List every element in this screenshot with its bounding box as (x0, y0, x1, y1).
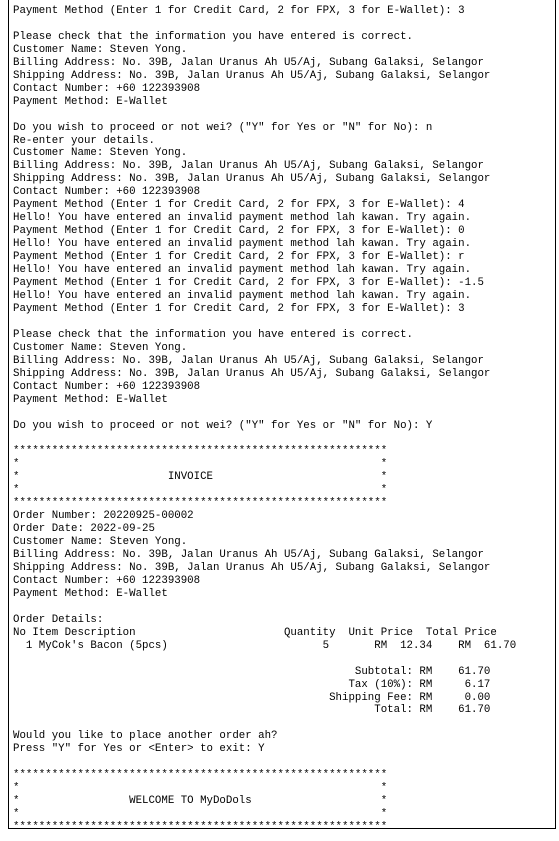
console-line: Do you wish to proceed or not wei? ("Y" for Yes or "N" for No): n (13, 121, 433, 134)
console-line: Please check that the information you have entered is correct. (13, 328, 413, 341)
console-line (13, 407, 516, 420)
console-line: Shipping Address: No. 39B, Jalan Uranus Ah U5/Aj, Subang Galaksi, Selangor (13, 173, 491, 186)
console-line (13, 653, 516, 666)
console-line: Customer Name: Steven Yong. (13, 536, 188, 549)
console-line: Payment Method: E-Wallet (13, 95, 168, 108)
console-line: Payment Method: E-Wallet (13, 393, 168, 406)
console-line: Payment Method (Enter 1 for Credit Card, 2 for FPX, 3 for E-Wallet): 0 (13, 225, 465, 238)
console-window[interactable] (8, 0, 556, 829)
console-line: Contact Number: +60 122393908 (13, 380, 201, 393)
console-line: Payment Method (Enter 1 for Credit Card, 2 for FPX, 3 for E-Wallet): 4 (13, 199, 465, 212)
console-line: Customer Name: Steven Yong. (13, 147, 188, 160)
console-line: Contact Number: +60 122393908 (13, 574, 201, 587)
console-line: Tax (10%): RM 6.17 (13, 678, 491, 691)
console-line: ********************************************************** (13, 821, 388, 829)
console-line: ********************************************************** (13, 497, 388, 510)
console-line: ********************************************************** (13, 445, 388, 458)
console-line: Billing Address: No. 39B, Jalan Uranus Ah U5/Aj, Subang Galaksi, Selangor (13, 354, 484, 367)
console-line: Contact Number: +60 122393908 (13, 82, 201, 95)
console-line: Hello! You have entered an invalid payment method lah kawan. Try again. (13, 238, 472, 251)
console-line: Payment Method (Enter 1 for Credit Card, 2 for FPX, 3 for E-Wallet): r (13, 251, 465, 264)
console-line: 1 MyCok's Bacon (5pcs) 5 RM 12.34 RM 61.70 (13, 639, 517, 652)
console-line: * * (13, 808, 388, 821)
console-output (13, 5, 516, 829)
console-line (13, 756, 516, 769)
console-line: Total: RM 61.70 (13, 704, 491, 717)
console-line: Customer Name: Steven Yong. (13, 43, 188, 56)
console-line (13, 18, 516, 31)
console-line (13, 601, 516, 614)
console-line: Shipping Address: No. 39B, Jalan Uranus Ah U5/Aj, Subang Galaksi, Selangor (13, 367, 491, 380)
console-line (13, 109, 516, 122)
console-line: Press "Y" for Yes or <Enter> to exit: Y (13, 743, 265, 756)
console-line: ********************************************************** (13, 769, 388, 782)
console-line: Billing Address: No. 39B, Jalan Uranus Ah U5/Aj, Subang Galaksi, Selangor (13, 56, 484, 69)
console-line: * * (13, 484, 388, 497)
console-line: Shipping Address: No. 39B, Jalan Uranus Ah U5/Aj, Subang Galaksi, Selangor (13, 69, 491, 82)
console-line: Re-enter your details. (13, 134, 155, 147)
console-line: Billing Address: No. 39B, Jalan Uranus Ah U5/Aj, Subang Galaksi, Selangor (13, 549, 484, 562)
console-line: Hello! You have entered an invalid payment method lah kawan. Try again. (13, 289, 472, 302)
console-line: Subtotal: RM 61.70 (13, 665, 491, 678)
console-line: * WELCOME TO MyDoDols * (13, 795, 388, 808)
console-line: Shipping Fee: RM 0.00 (13, 691, 491, 704)
console-line: Contact Number: +60 122393908 (13, 186, 201, 199)
console-line: Order Number: 20220925-00002 (13, 510, 194, 523)
console-line: Shipping Address: No. 39B, Jalan Uranus Ah U5/Aj, Subang Galaksi, Selangor (13, 561, 491, 574)
console-line: Order Date: 2022-09-25 (13, 523, 155, 536)
console-line: Order Details: (13, 613, 104, 626)
console-line: * INVOICE * (13, 471, 388, 484)
console-line: Payment Method (Enter 1 for Credit Card, 2 for FPX, 3 for E-Wallet): 3 (13, 302, 465, 315)
console-line: Payment Method (Enter 1 for Credit Card, 2 for FPX, 3 for E-Wallet): 3 (13, 5, 465, 17)
console-line: No Item Description Quantity Unit Price Total Price (13, 626, 497, 639)
console-line (13, 432, 516, 445)
console-line: Hello! You have entered an invalid payment method lah kawan. Try again. (13, 212, 472, 225)
console-line: * * (13, 782, 388, 795)
console-line: Customer Name: Steven Yong. (13, 341, 188, 354)
console-line: Do you wish to proceed or not wei? ("Y" for Yes or "N" for No): Y (13, 419, 433, 432)
console-line (13, 717, 516, 730)
console-line: * * (13, 458, 388, 471)
console-line: Payment Method: E-Wallet (13, 587, 168, 600)
console-line: Billing Address: No. 39B, Jalan Uranus Ah U5/Aj, Subang Galaksi, Selangor (13, 160, 484, 173)
console-line: Would you like to place another order ah? (13, 730, 278, 743)
console-line: Please check that the information you have entered is correct. (13, 30, 413, 43)
console-line: Hello! You have entered an invalid payment method lah kawan. Try again. (13, 264, 472, 277)
console-line: Payment Method (Enter 1 for Credit Card, 2 for FPX, 3 for E-Wallet): -1.5 (13, 277, 484, 290)
console-line (13, 316, 516, 329)
